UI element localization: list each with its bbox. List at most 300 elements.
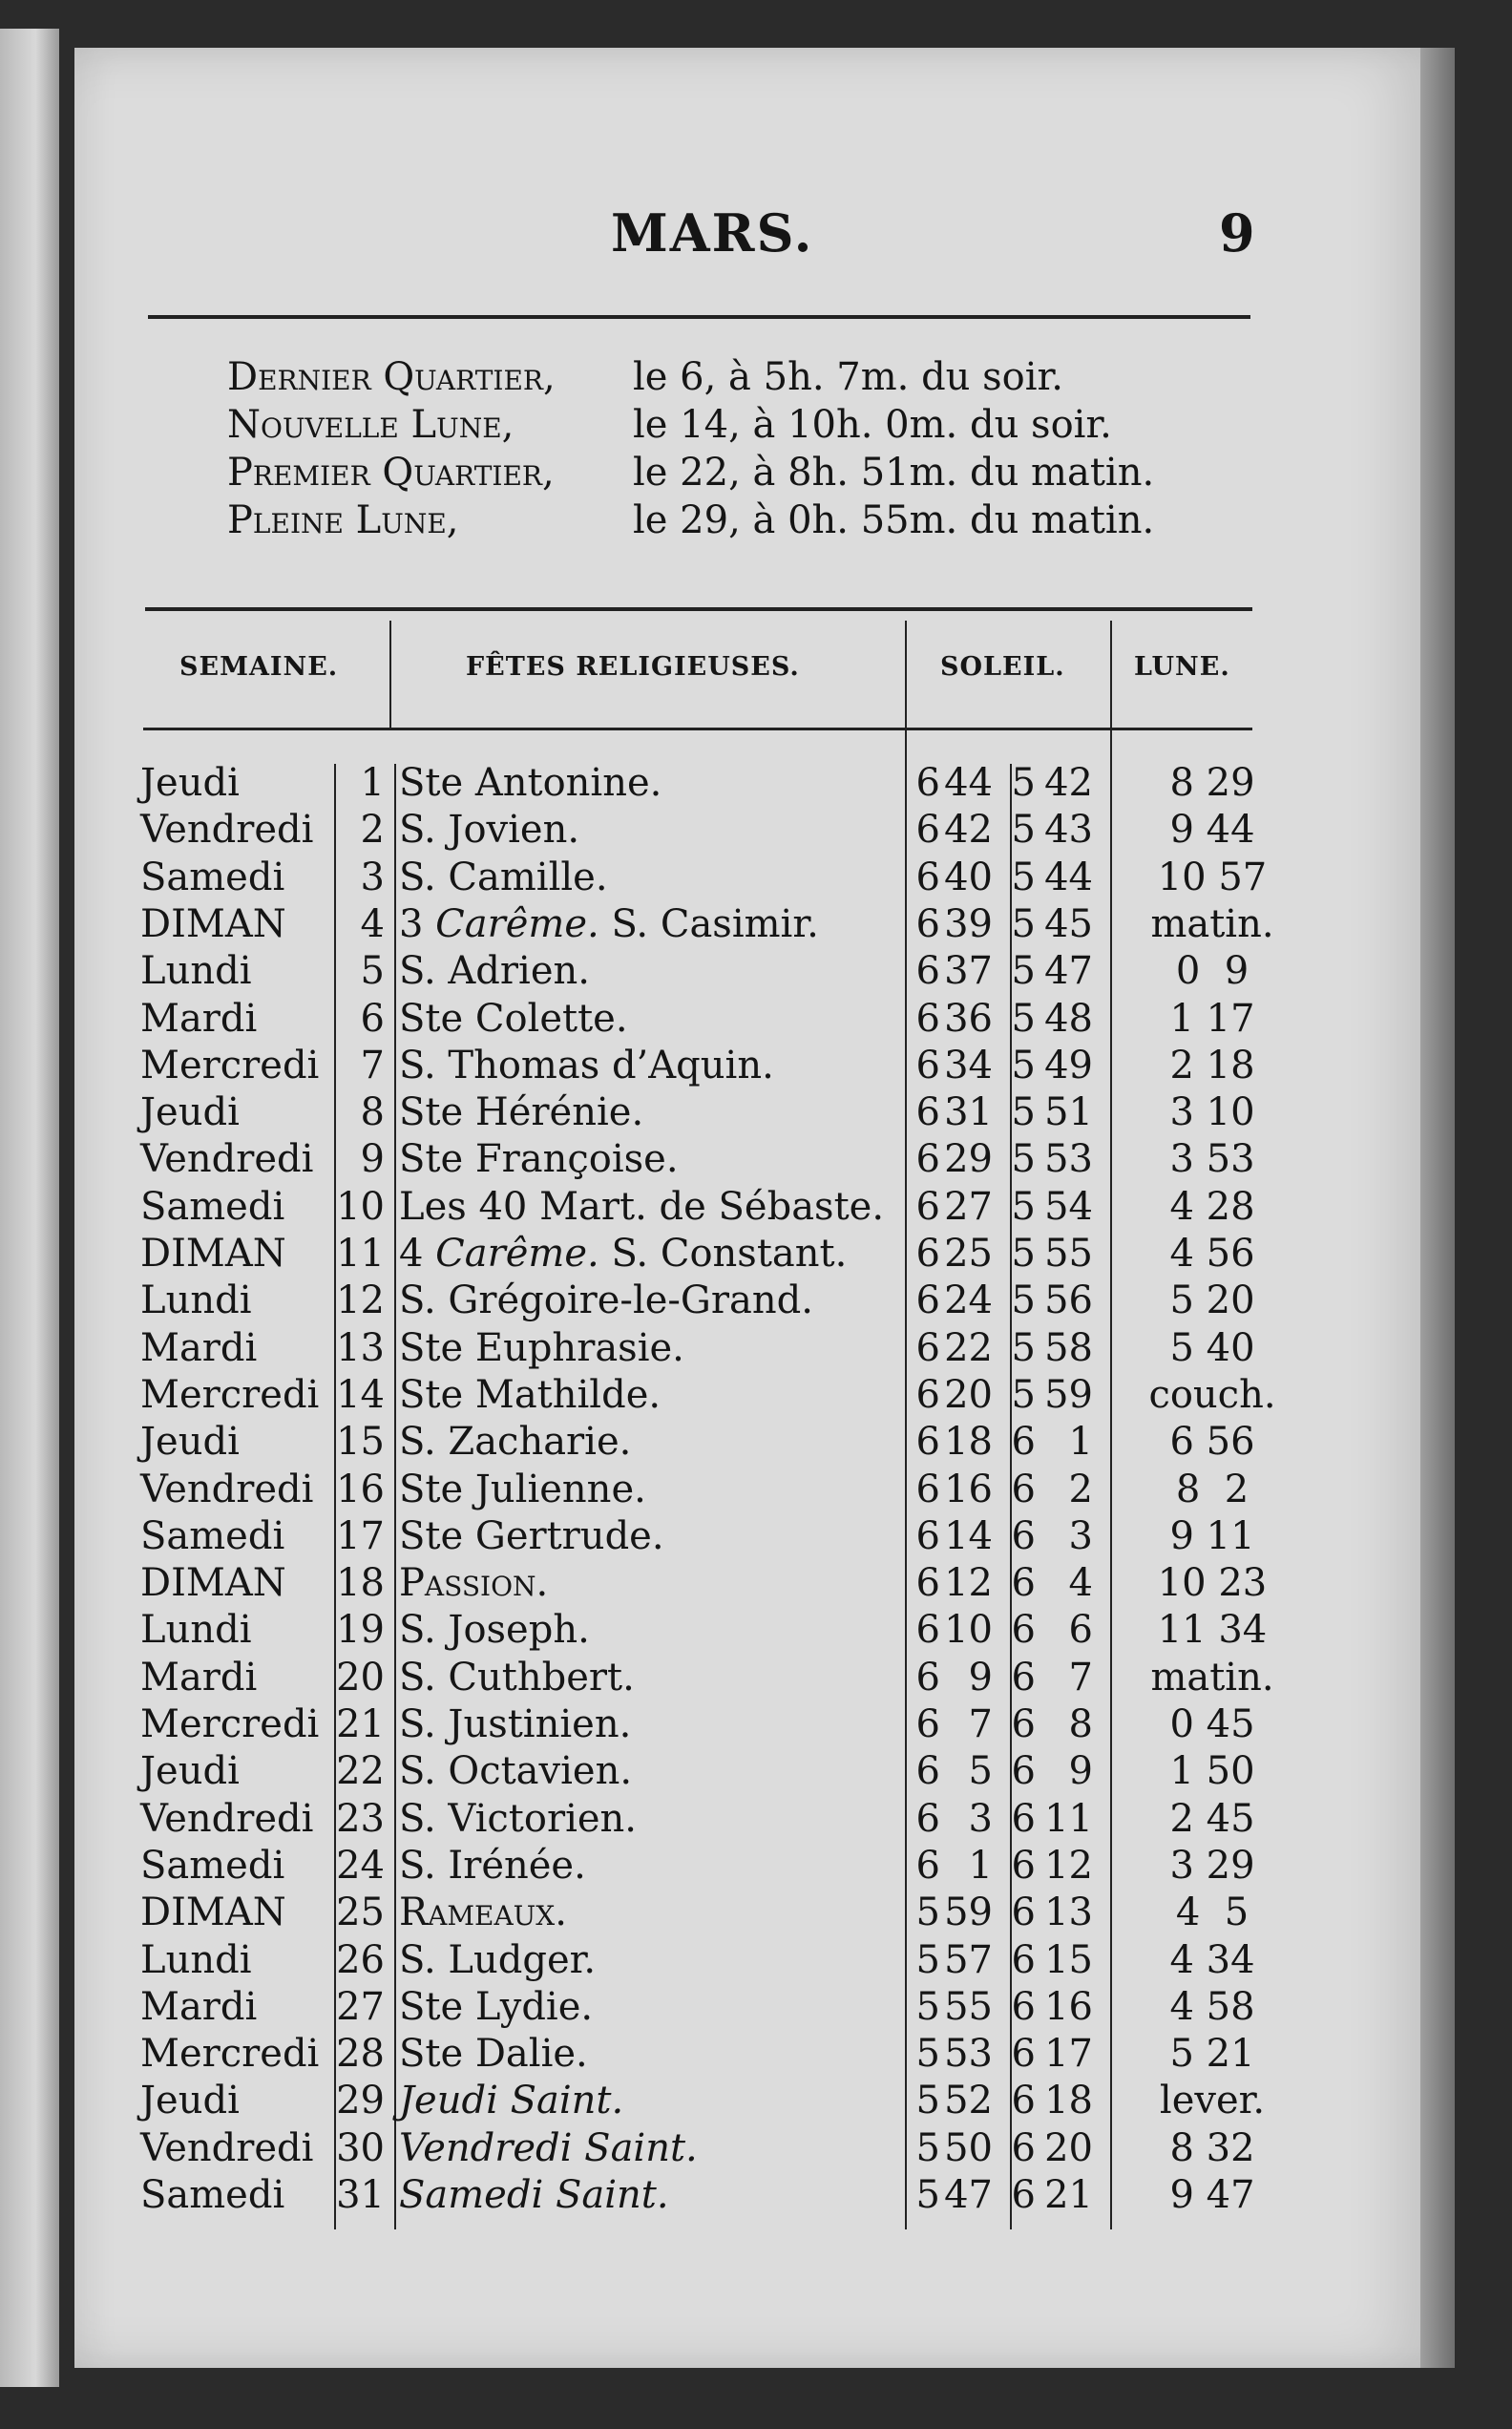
sunrise-minute: 22 <box>944 1325 993 1370</box>
weekday-cell: Jeudi <box>140 1749 240 1794</box>
feast-cell <box>399 1513 664 1560</box>
feast-cell <box>399 1843 586 1890</box>
table-row <box>138 1984 1265 2031</box>
moon-cell: 3 53 <box>1169 1137 1255 1182</box>
sunset-minute: 44 <box>1044 855 1093 899</box>
feast-cell <box>399 2125 698 2172</box>
weekday-cell: Mercredi <box>140 1372 320 1417</box>
sunset-hour: 6 <box>1011 1561 1036 1606</box>
sunrise-minute: 25 <box>944 1232 993 1276</box>
feast-cell <box>399 1467 646 1513</box>
sunrise-hour: 5 <box>915 1937 940 1982</box>
feast-cell <box>399 996 628 1043</box>
sunrise-hour: 5 <box>915 2079 940 2123</box>
table-row <box>138 1701 1265 1748</box>
feast-cell <box>399 1796 637 1843</box>
weekday-cell: Lundi <box>140 949 252 994</box>
weekday-cell: DIMAN <box>140 1890 286 1935</box>
moon-cell: 3 29 <box>1169 1843 1255 1888</box>
feast-text: S. Grégoire-le-Grand. <box>399 1278 813 1323</box>
feast-cell <box>399 760 662 807</box>
day-number-cell: 2 <box>360 808 385 853</box>
sunset-hour: 6 <box>1011 1467 1036 1511</box>
feast-text: Ste Mathilde. <box>399 1372 662 1417</box>
sunrise-minute: 3 <box>968 1796 993 1841</box>
day-number-cell: 18 <box>336 1561 385 1606</box>
sunrise-hour: 6 <box>915 1608 940 1653</box>
sunset-hour: 6 <box>1011 1420 1036 1465</box>
table-row <box>138 1607 1268 1654</box>
feast-cell <box>399 1984 593 2031</box>
sunset-hour: 5 <box>1011 1043 1036 1088</box>
table-row <box>138 2172 1265 2219</box>
sunrise-hour: 6 <box>915 1420 940 1465</box>
moon-cell: 4 28 <box>1169 1184 1255 1229</box>
sunset-hour: 5 <box>1011 1137 1036 1182</box>
table-row <box>138 760 1265 807</box>
feast-text: S. Camille. <box>399 855 608 899</box>
sunset-minute: 54 <box>1044 1184 1093 1229</box>
sunset-hour: 6 <box>1011 1937 1036 1982</box>
feast-text: S. Zacharie. <box>399 1420 632 1465</box>
sunrise-minute: 1 <box>968 1843 993 1888</box>
sunset-hour: 5 <box>1011 1278 1036 1323</box>
weekday-cell: Jeudi <box>140 761 240 805</box>
sunrise-hour: 5 <box>915 1890 940 1935</box>
weekday-cell: DIMAN <box>140 901 286 946</box>
sunset-minute: 56 <box>1044 1278 1093 1323</box>
feast-text: S. Joseph. <box>399 1608 590 1653</box>
sunrise-minute: 12 <box>944 1561 993 1606</box>
sunset-minute: 20 <box>1044 2125 1093 2170</box>
day-number-cell: 23 <box>336 1796 385 1841</box>
feast-text: Ste Françoise. <box>399 1137 679 1182</box>
moon-cell: 10 23 <box>1157 1561 1268 1606</box>
feast-cell <box>399 1607 590 1654</box>
sunset-hour: 5 <box>1011 808 1036 853</box>
feast-cell <box>399 1325 684 1372</box>
sunrise-hour: 6 <box>915 1278 940 1323</box>
moon-cell: 2 18 <box>1169 1043 1255 1088</box>
phase-name: Premier Quartier, <box>227 451 555 495</box>
sunrise-minute: 40 <box>944 855 993 899</box>
sunrise-minute: 16 <box>944 1467 993 1511</box>
sunrise-minute: 36 <box>944 996 993 1041</box>
sunset-hour: 5 <box>1011 1232 1036 1276</box>
day-number-cell: 10 <box>336 1184 385 1229</box>
day-number-cell: 11 <box>336 1232 385 1276</box>
day-number-cell: 31 <box>336 2173 385 2217</box>
feast-prefix: 3 <box>399 901 436 946</box>
sunrise-hour: 6 <box>915 1184 940 1229</box>
weekday-cell: Samedi <box>140 1184 285 1229</box>
feast-text: Rameaux. <box>399 1890 567 1935</box>
moon-cell: 0 45 <box>1169 1702 1255 1746</box>
feast-cell <box>399 1184 884 1231</box>
feast-text: S. Jovien. <box>399 808 580 853</box>
moon-cell: 1 50 <box>1169 1749 1255 1794</box>
sunset-hour: 6 <box>1011 1655 1036 1700</box>
sunset-minute: 42 <box>1044 761 1093 805</box>
moon-cell: 4 58 <box>1169 1984 1255 2029</box>
moon-cell: 5 40 <box>1169 1325 1255 1370</box>
phase-detail: le 22, à 8h. 51m. du matin. <box>633 451 1155 495</box>
feast-cell <box>399 1560 548 1607</box>
sunrise-minute: 47 <box>944 2173 993 2217</box>
sunrise-hour: 6 <box>915 1513 940 1558</box>
sunset-minute: 15 <box>1044 1937 1093 1982</box>
day-number-cell: 29 <box>336 2079 385 2123</box>
day-number-cell: 9 <box>360 1137 385 1182</box>
sunset-minute: 7 <box>1068 1655 1093 1700</box>
sunset-hour: 6 <box>1011 1702 1036 1746</box>
sunset-minute: 55 <box>1044 1232 1093 1276</box>
top-rule <box>148 315 1250 319</box>
weekday-cell: Vendredi <box>140 808 314 853</box>
table-row <box>138 855 1268 901</box>
phase-name: Nouvelle Lune, <box>227 403 514 447</box>
feast-italic: Vendredi Saint. <box>399 2125 698 2170</box>
sunrise-minute: 14 <box>944 1513 993 1558</box>
weekday-cell: Vendredi <box>140 1137 314 1182</box>
table-row <box>138 1937 1265 1984</box>
sunrise-hour: 6 <box>915 1702 940 1746</box>
sunset-minute: 12 <box>1044 1843 1093 1888</box>
sunset-hour: 6 <box>1011 1890 1036 1935</box>
feast-cell <box>399 1937 596 1984</box>
feast-text: Ste Gertrude. <box>399 1513 664 1558</box>
sunset-hour: 6 <box>1011 2079 1036 2123</box>
moon-phase-row <box>227 401 1154 449</box>
sunrise-minute: 18 <box>944 1420 993 1465</box>
weekday-cell: Mardi <box>140 1655 258 1700</box>
sunrise-hour: 6 <box>915 1843 940 1888</box>
sunrise-hour: 6 <box>915 855 940 899</box>
day-number-cell: 22 <box>336 1749 385 1794</box>
sunrise-minute: 52 <box>944 2079 993 2123</box>
day-number-cell: 21 <box>336 1702 385 1746</box>
sunset-minute: 49 <box>1044 1043 1093 1088</box>
moon-cell: matin. <box>1150 901 1274 946</box>
table-row <box>138 1136 1265 1183</box>
sunset-minute: 21 <box>1044 2173 1093 2217</box>
sunrise-minute: 34 <box>944 1043 993 1088</box>
page-number: 9 <box>1219 202 1255 264</box>
weekday-cell: Lundi <box>140 1278 252 1323</box>
moon-cell: lever. <box>1159 2079 1266 2123</box>
sunrise-hour: 6 <box>915 1043 940 1088</box>
sunset-hour: 5 <box>1011 1372 1036 1417</box>
table-row <box>138 1843 1265 1890</box>
feast-text: Passion. <box>399 1561 549 1606</box>
sunrise-hour: 6 <box>915 1325 940 1370</box>
sunset-hour: 6 <box>1011 2032 1036 2077</box>
table-row <box>138 1560 1268 1607</box>
sunset-minute: 47 <box>1044 949 1093 994</box>
table-row <box>138 1184 1265 1231</box>
sunset-minute: 48 <box>1044 996 1093 1041</box>
day-number-cell: 15 <box>336 1420 385 1465</box>
sunset-minute: 45 <box>1044 901 1093 946</box>
sunset-minute: 18 <box>1044 2079 1093 2123</box>
header-bottom-rule <box>143 728 1252 730</box>
feast-italic: Samedi Saint. <box>399 2173 669 2217</box>
weekday-cell: Mardi <box>140 996 258 1041</box>
weekday-cell: Samedi <box>140 855 285 899</box>
sunset-hour: 5 <box>1011 1090 1036 1135</box>
sunrise-hour: 6 <box>915 1749 940 1794</box>
phase-detail: le 6, à 5h. 7m. du soir. <box>633 355 1063 399</box>
page-edge-shadow <box>1420 48 1455 2368</box>
feast-cell <box>399 948 590 995</box>
moon-cell: 3 10 <box>1169 1090 1255 1135</box>
feast-cell <box>399 1231 847 1278</box>
feast-text: S. Thomas d’Aquin. <box>399 1043 774 1088</box>
moon-cell: 8 2 <box>1175 1467 1250 1511</box>
moon-phase-row <box>227 353 1154 401</box>
sunrise-hour: 6 <box>915 808 940 853</box>
sunrise-hour: 6 <box>915 1796 940 1841</box>
sunrise-hour: 6 <box>915 761 940 805</box>
day-number-cell: 28 <box>336 2032 385 2077</box>
sunset-minute: 53 <box>1044 1137 1093 1182</box>
weekday-cell: Jeudi <box>140 2079 240 2123</box>
day-number-cell: 16 <box>336 1467 385 1511</box>
weekday-cell: Jeudi <box>140 1090 240 1135</box>
table-row <box>138 996 1265 1043</box>
sunset-hour: 6 <box>1011 1749 1036 1794</box>
phase-detail: le 14, à 10h. 0m. du soir. <box>633 403 1112 447</box>
phase-name: Dernier Quartier, <box>227 355 556 399</box>
sunset-hour: 6 <box>1011 1796 1036 1841</box>
day-number-cell: 4 <box>360 901 385 946</box>
sunrise-minute: 39 <box>944 901 993 946</box>
feast-cell <box>399 2031 588 2078</box>
day-number-cell: 12 <box>336 1278 385 1323</box>
moon-phases <box>227 353 1154 544</box>
day-number-cell: 19 <box>336 1608 385 1653</box>
feast-text: Ste Colette. <box>399 996 628 1041</box>
sunset-minute: 51 <box>1044 1090 1093 1135</box>
sunset-hour: 5 <box>1011 761 1036 805</box>
sunrise-minute: 20 <box>944 1372 993 1417</box>
sunrise-hour: 6 <box>915 1655 940 1700</box>
sunrise-minute: 24 <box>944 1278 993 1323</box>
sunset-minute: 8 <box>1068 1702 1093 1746</box>
sunrise-minute: 5 <box>968 1749 993 1794</box>
sunset-minute: 3 <box>1068 1513 1093 1558</box>
sunrise-hour: 6 <box>915 1372 940 1417</box>
day-number-cell: 5 <box>360 949 385 994</box>
moon-cell: couch. <box>1148 1372 1276 1417</box>
feast-cell <box>399 1748 632 1795</box>
weekday-cell: Samedi <box>140 1513 285 1558</box>
feast-cell <box>399 2078 623 2124</box>
sunset-minute: 1 <box>1068 1420 1093 1465</box>
sunset-hour: 6 <box>1011 1984 1036 2029</box>
moon-cell: 8 29 <box>1169 761 1255 805</box>
day-number-cell: 25 <box>336 1890 385 1935</box>
moon-cell: 6 56 <box>1169 1420 1255 1465</box>
sunrise-hour: 6 <box>915 1137 940 1182</box>
table-row <box>138 1796 1265 1843</box>
weekday-cell: Vendredi <box>140 2125 314 2170</box>
sunrise-minute: 37 <box>944 949 993 994</box>
sunrise-hour: 5 <box>915 2173 940 2217</box>
sunset-hour: 6 <box>1011 1513 1036 1558</box>
sunrise-minute: 55 <box>944 1984 993 2029</box>
day-number-cell: 7 <box>360 1043 385 1088</box>
table-row <box>138 1043 1265 1089</box>
sunrise-minute: 57 <box>944 1937 993 1982</box>
feast-cell <box>399 901 819 948</box>
sunrise-minute: 10 <box>944 1608 993 1653</box>
feast-cell <box>399 1043 774 1089</box>
sunrise-minute: 9 <box>968 1655 993 1700</box>
sunset-hour: 5 <box>1011 1184 1036 1229</box>
sunrise-hour: 6 <box>915 949 940 994</box>
moon-cell: 8 32 <box>1169 2125 1255 2170</box>
weekday-cell: Vendredi <box>140 1796 314 1841</box>
sunset-minute: 17 <box>1044 2032 1093 2077</box>
weekday-cell: Jeudi <box>140 1420 240 1465</box>
sunrise-hour: 6 <box>915 1561 940 1606</box>
feast-text: Ste Euphrasie. <box>399 1325 684 1370</box>
feast-italic: Jeudi Saint. <box>399 2079 624 2123</box>
feast-text: Ste Julienne. <box>399 1467 646 1511</box>
feast-text: S. Victorien. <box>399 1796 638 1841</box>
sunset-minute: 2 <box>1068 1467 1093 1511</box>
table-row <box>138 2125 1265 2172</box>
sunset-minute: 16 <box>1044 1984 1093 2029</box>
feast-cell <box>399 855 608 901</box>
feast-cell <box>399 1372 661 1419</box>
table-row <box>138 1748 1265 1795</box>
moon-cell: 4 56 <box>1169 1232 1255 1276</box>
feast-prefix: 4 <box>399 1232 436 1276</box>
feast-italic: Carême. <box>435 901 599 946</box>
sunset-hour: 6 <box>1011 2125 1036 2170</box>
table-row <box>138 1325 1265 1372</box>
sunrise-minute: 50 <box>944 2125 993 2170</box>
header-lune: LUNE. <box>1134 652 1230 682</box>
day-number-cell: 8 <box>360 1090 385 1135</box>
sunset-minute: 43 <box>1044 808 1093 853</box>
sunrise-minute: 29 <box>944 1137 993 1182</box>
moon-phase-row <box>227 449 1154 496</box>
table-row <box>138 2078 1265 2124</box>
day-number-cell: 20 <box>336 1655 385 1700</box>
moon-cell: 5 21 <box>1169 2032 1255 2077</box>
day-number-cell: 27 <box>336 1984 385 2029</box>
weekday-cell: Mercredi <box>140 2032 320 2077</box>
sunset-hour: 6 <box>1011 1608 1036 1653</box>
weekday-cell: Vendredi <box>140 1467 314 1511</box>
feast-cell <box>399 807 579 854</box>
sunrise-minute: 53 <box>944 2032 993 2077</box>
table-row <box>138 1655 1274 1701</box>
weekday-cell: Lundi <box>140 1608 252 1653</box>
sunset-minute: 6 <box>1068 1608 1093 1653</box>
sunset-hour: 5 <box>1011 1325 1036 1370</box>
feast-text: S. Irénée. <box>399 1843 586 1888</box>
sunset-hour: 5 <box>1011 949 1036 994</box>
feast-cell <box>399 1136 679 1183</box>
sunset-hour: 6 <box>1011 2173 1036 2217</box>
feast-cell <box>399 1701 631 1748</box>
feast-cell <box>399 2172 669 2219</box>
day-number-cell: 26 <box>336 1937 385 1982</box>
feast-text: Ste Dalie. <box>399 2032 588 2077</box>
table-row <box>138 948 1265 995</box>
feast-text: Ste Antonine. <box>399 761 662 805</box>
moon-cell: 9 44 <box>1169 808 1255 853</box>
feast-cell <box>399 1278 813 1324</box>
weekday-cell: Mercredi <box>140 1043 320 1088</box>
sunset-minute: 11 <box>1044 1796 1093 1841</box>
moon-cell: 2 45 <box>1169 1796 1255 1841</box>
day-number-cell: 6 <box>360 996 385 1041</box>
sunrise-hour: 5 <box>915 2125 940 2170</box>
moon-cell: 9 11 <box>1169 1513 1255 1558</box>
sunrise-minute: 31 <box>944 1090 993 1135</box>
moon-cell: 0 9 <box>1175 949 1250 994</box>
page-title: MARS. <box>611 202 814 264</box>
sunrise-hour: 5 <box>915 1984 940 2029</box>
table-row <box>138 1231 1265 1278</box>
weekday-cell: DIMAN <box>140 1561 286 1606</box>
moon-cell: 10 57 <box>1157 855 1268 899</box>
moon-cell: 4 34 <box>1169 1937 1255 1982</box>
moon-phase-row <box>227 496 1154 544</box>
day-number-cell: 24 <box>336 1843 385 1888</box>
moon-cell: 9 47 <box>1169 2173 1255 2217</box>
sunset-minute: 13 <box>1044 1890 1093 1935</box>
sunrise-minute: 27 <box>944 1184 993 1229</box>
sunrise-minute: 44 <box>944 761 993 805</box>
weekday-cell: Mardi <box>140 1325 258 1370</box>
sunset-hour: 5 <box>1011 855 1036 899</box>
feast-text: S. Constant. <box>598 1232 848 1276</box>
day-number-cell: 17 <box>336 1513 385 1558</box>
table-top-rule <box>145 607 1252 611</box>
sunset-hour: 5 <box>1011 996 1036 1041</box>
feast-text: Les 40 Mart. de Sébaste. <box>399 1184 885 1229</box>
day-number-cell: 14 <box>336 1372 385 1417</box>
weekday-cell: Mardi <box>140 1984 258 2029</box>
feast-cell <box>399 1089 643 1136</box>
sunrise-hour: 5 <box>915 2032 940 2077</box>
weekday-cell: DIMAN <box>140 1232 286 1276</box>
feast-text: S. Adrien. <box>399 949 590 994</box>
sunset-minute: 59 <box>1044 1372 1093 1417</box>
moon-cell: 11 34 <box>1157 1608 1268 1653</box>
sunrise-hour: 6 <box>915 996 940 1041</box>
feast-cell <box>399 1419 631 1466</box>
sunset-minute: 58 <box>1044 1325 1093 1370</box>
feast-text: S. Octavien. <box>399 1749 633 1794</box>
sunrise-hour: 6 <box>915 1232 940 1276</box>
feast-text: S. Cuthbert. <box>399 1655 635 1700</box>
sunrise-hour: 6 <box>915 1090 940 1135</box>
moon-cell: matin. <box>1150 1655 1274 1700</box>
sunrise-minute: 42 <box>944 808 993 853</box>
day-number-cell: 13 <box>336 1325 385 1370</box>
moon-cell: 5 20 <box>1169 1278 1255 1323</box>
sunset-minute: 4 <box>1068 1561 1093 1606</box>
sunset-minute: 9 <box>1068 1749 1093 1794</box>
table-row <box>138 901 1274 948</box>
